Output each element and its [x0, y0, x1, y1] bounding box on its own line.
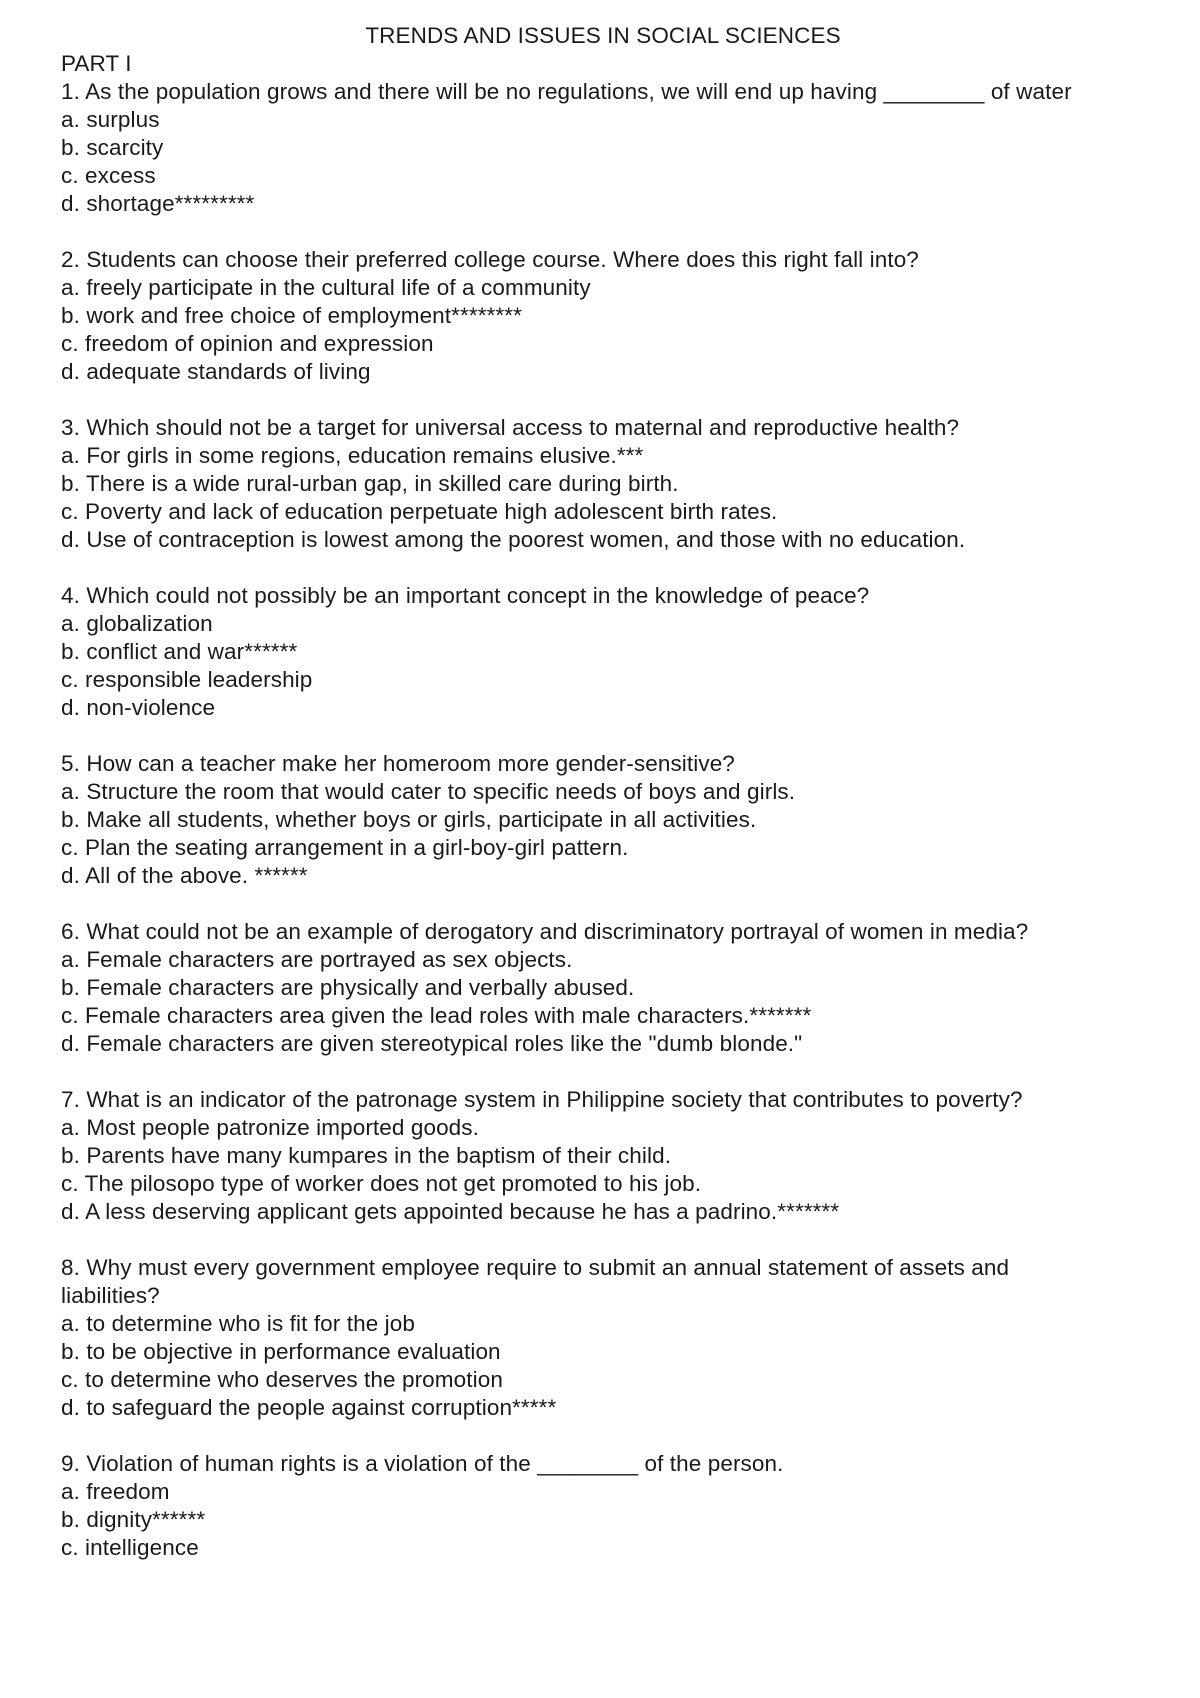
- answer-option: a. For girls in some regions, education remains elusive.***: [61, 443, 644, 468]
- answer-option: a. Female characters are portrayed as sex objects.: [61, 947, 573, 972]
- answer-option: c. to determine who deserves the promotion: [61, 1367, 503, 1392]
- answer-option: d. All of the above. ******: [61, 863, 308, 888]
- answer-option: d. shortage*********: [61, 191, 255, 216]
- answer-option: c. The pilosopo type of worker does not get promoted to his job.: [61, 1171, 702, 1196]
- answer-option: d. Female characters are given stereotypical roles like the "dumb blonde.": [61, 1031, 803, 1056]
- answer-option: b. work and free choice of employment********: [61, 303, 522, 328]
- question-8: [61, 1254, 1090, 1422]
- question-text: 5. How can a teacher make her homeroom more gender-sensitive?: [61, 751, 735, 776]
- answer-option: b. Parents have many kumpares in the baptism of their child.: [61, 1143, 672, 1168]
- question-list: [61, 78, 1090, 1562]
- answer-option: a. freely participate in the cultural life of a community: [61, 275, 591, 300]
- answer-options: [61, 1114, 1090, 1226]
- question-text: 3. Which should not be a target for universal access to maternal and reproductive health?: [61, 415, 960, 440]
- answer-option: d. Use of contraception is lowest among the poorest women, and those with no education.: [61, 527, 966, 552]
- answer-option: b. There is a wide rural-urban gap, in skilled care during birth.: [61, 471, 679, 496]
- answer-options: [61, 274, 1090, 386]
- question-2: [61, 246, 1090, 386]
- answer-option: c. freedom of opinion and expression: [61, 331, 434, 356]
- answer-option: d. A less deserving applicant gets appointed because he has a padrino.*******: [61, 1199, 840, 1224]
- question-text: 9. Violation of human rights is a violation of the ________ of the person.: [61, 1451, 784, 1476]
- question-6: [61, 918, 1090, 1058]
- question-text: 1. As the population grows and there will be no regulations, we will end up having ________ of water: [61, 79, 1072, 104]
- question-1: [61, 78, 1090, 218]
- question-text: 7. What is an indicator of the patronage system in Philippine society that contributes to poverty?: [61, 1087, 1023, 1112]
- answer-option: a. Most people patronize imported goods.: [61, 1115, 479, 1140]
- answer-option: a. Structure the room that would cater to specific needs of boys and girls.: [61, 779, 796, 804]
- answer-option: a. to determine who is fit for the job: [61, 1311, 415, 1336]
- question-text: 6. What could not be an example of derogatory and discriminatory portrayal of women in media?: [61, 919, 1029, 944]
- answer-options: [61, 778, 1090, 890]
- question-3: [61, 414, 1090, 554]
- answer-options: [61, 1478, 1090, 1562]
- question-5: [61, 750, 1090, 890]
- answer-option: b. dignity******: [61, 1507, 206, 1532]
- answer-options: [61, 946, 1090, 1058]
- question-text: 4. Which could not possibly be an important concept in the knowledge of peace?: [61, 583, 870, 608]
- answer-option: b. to be objective in performance evaluation: [61, 1339, 501, 1364]
- answer-option: b. conflict and war******: [61, 639, 298, 664]
- answer-option: c. Plan the seating arrangement in a girl-boy-girl pattern.: [61, 835, 629, 860]
- answer-option: d. non-violence: [61, 695, 216, 720]
- answer-options: [61, 106, 1090, 218]
- answer-option: c. Poverty and lack of education perpetuate high adolescent birth rates.: [61, 499, 778, 524]
- answer-option: b. scarcity: [61, 135, 164, 160]
- answer-option: d. adequate standards of living: [61, 359, 371, 384]
- answer-option: c. Female characters area given the lead roles with male characters.*******: [61, 1003, 812, 1028]
- question-text: 8. Why must every government employee require to submit an annual statement of assets and liabilities?: [61, 1255, 1010, 1308]
- question-text: 2. Students can choose their preferred college course. Where does this right fall into?: [61, 247, 919, 272]
- answer-options: [61, 442, 1090, 554]
- question-9: [61, 1450, 1090, 1562]
- answer-option: c. responsible leadership: [61, 667, 313, 692]
- answer-option: a. freedom: [61, 1479, 170, 1504]
- answer-option: c. intelligence: [61, 1535, 199, 1560]
- answer-option: b. Female characters are physically and verbally abused.: [61, 975, 635, 1000]
- question-7: [61, 1086, 1090, 1226]
- document-title: TRENDS AND ISSUES IN SOCIAL SCIENCES: [365, 23, 841, 48]
- answer-option: a. globalization: [61, 611, 213, 636]
- answer-option: b. Make all students, whether boys or girls, participate in all activities.: [61, 807, 757, 832]
- answer-options: [61, 1310, 1090, 1422]
- answer-option: c. excess: [61, 163, 156, 188]
- part-heading: PART I: [61, 51, 132, 76]
- answer-options: [61, 610, 1090, 722]
- question-4: [61, 582, 1090, 722]
- answer-option: a. surplus: [61, 107, 160, 132]
- answer-option: d. to safeguard the people against corruption*****: [61, 1395, 557, 1420]
